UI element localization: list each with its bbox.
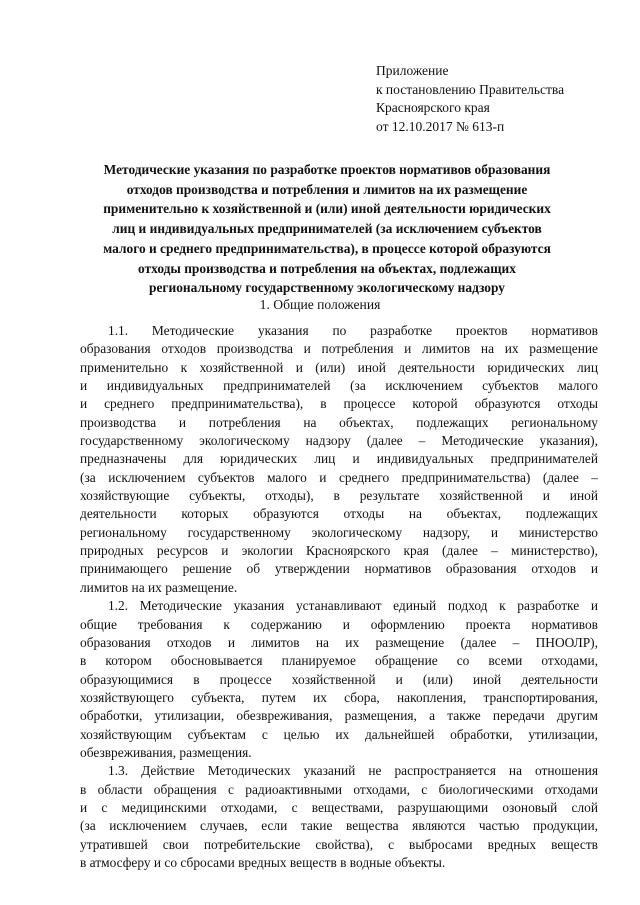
- paragraph-line: 1.1. Методические указания по разработке проектов нормативов: [108, 323, 598, 338]
- title-line: отходов производства и потребления и лимитов на их размещение: [126, 181, 528, 197]
- appendix-line: Красноярского края: [376, 100, 490, 116]
- section-heading: 1. Общие положения: [259, 297, 381, 312]
- paragraph-line: хозяйствующим субъектам с целью их дальнейшей обработки, утилизации,: [80, 726, 598, 742]
- paragraph: [80, 762, 598, 872]
- paragraph-line: и индивидуальных предпринимателей (за исключением субъектов малого: [80, 378, 598, 394]
- title-line: малого и среднего предпринимательства), в процессе которой образуются: [103, 240, 551, 256]
- paragraph-line: 1.3. Действие Методических указаний не распространяется на отношения: [108, 763, 598, 779]
- paragraph-line: в атмосферу и со сбросами вредных веществ в водные объекты.: [80, 854, 446, 870]
- document-body: [80, 322, 598, 872]
- paragraph-line: лимитов на их размещение.: [80, 579, 238, 595]
- paragraph-line: в области обращения с радиоактивными отходами, с биологическими отходами: [80, 781, 598, 797]
- paragraph-line: образования отходов производства и потребления и лимитов на их размещение: [80, 341, 598, 357]
- appendix-header: [376, 62, 596, 136]
- paragraph: [80, 597, 598, 762]
- appendix-line: от 12.10.2017 № 613-п: [376, 118, 505, 134]
- paragraph-line: (за исключением случаев, если такие вещества являются частью продукции,: [80, 818, 598, 834]
- paragraph-line: государственному экологическому надзору (далее – Методические указания),: [80, 433, 598, 449]
- paragraph-line: образования отходов и лимитов на их размещение (далее – ПНООЛР),: [80, 634, 598, 650]
- title-line: отходы производства и потребления на объектах, подлежащих: [138, 260, 516, 276]
- paragraph-line: и среднего предпринимательства), в процессе которой образуются отходы: [80, 396, 598, 412]
- paragraph-line: природных ресурсов и экологии Красноярского края (далее – министерство),: [80, 543, 598, 559]
- paragraph-line: хозяйствующего субъекта, путем их сбора, накопления, транспортирования,: [80, 689, 598, 705]
- paragraph-line: обезвреживания, размещения.: [80, 744, 252, 760]
- paragraph-line: применительно к хозяйственной и (или) иной деятельности юридических лиц: [80, 359, 598, 375]
- paragraph-line: (за исключением субъектов малого и среднего предпринимательства) (далее –: [80, 469, 598, 485]
- paragraph-line: в котором обосновывается планируемое обращение со всеми отходами,: [80, 653, 598, 669]
- paragraph-line: производства и потребления на объектах, подлежащих региональному: [80, 414, 598, 430]
- title-line: Методические указания по разработке проектов нормативов образования: [103, 162, 551, 177]
- paragraph: [80, 322, 598, 597]
- appendix-line: к постановлению Правительства: [376, 81, 565, 97]
- paragraph-line: принимающего решение об утверждении нормативов образования отходов и: [80, 561, 598, 577]
- paragraph-line: обработки, утилизации, обезвреживания, размещения, а также передачи другим: [80, 708, 598, 724]
- paragraph-line: утратившей свои потребительские свойства), с выбросами вредных веществ: [80, 836, 598, 852]
- paragraph-line: деятельности которых образуются отходы на объектах, подлежащих: [80, 506, 598, 522]
- paragraph-line: предназначены для юридических лиц и индивидуальных предпринимателей: [80, 451, 598, 467]
- appendix-line: Приложение: [376, 63, 449, 78]
- paragraph-line: общие требования к содержанию и оформлению проекта нормативов: [80, 616, 598, 632]
- title-line: применительно к хозяйственной и (или) иной деятельности юридических: [103, 201, 551, 217]
- paragraph-line: 1.2. Методические указания устанавливают единый подход к разработке и: [108, 598, 598, 614]
- paragraph-line: и с медицинскими отходами, с веществами, разрушающими озоновый слой: [80, 799, 598, 815]
- paragraph-line: региональному государственному экологическому надзору, и министерство: [80, 524, 598, 540]
- paragraph-line: образующимися в процессе хозяйственной и (или) иной деятельности: [80, 671, 598, 687]
- title-line: региональному государственному экологическому надзору: [149, 280, 505, 296]
- document-title: [62, 160, 592, 298]
- paragraph-line: хозяйствующие субъекты, отходы), в результате хозяйственной и иной: [80, 488, 598, 504]
- title-line: лиц и индивидуальных предпринимателей (за исключением субъектов: [112, 221, 542, 237]
